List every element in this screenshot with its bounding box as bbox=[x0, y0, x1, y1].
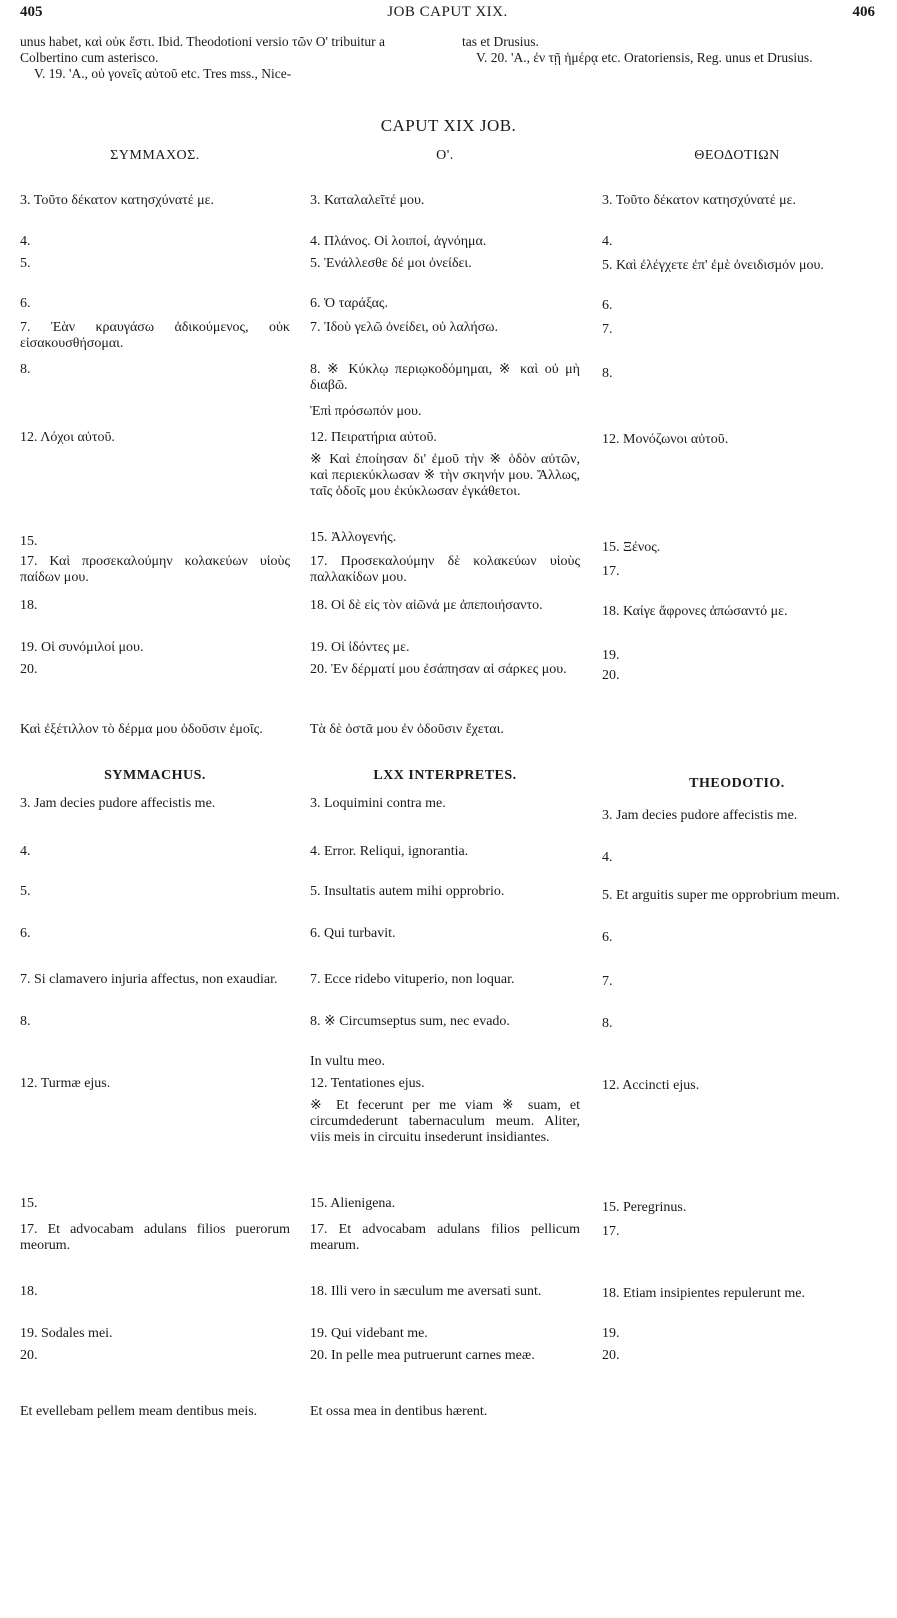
verse: 15. Ἀλλογενής. bbox=[310, 530, 397, 545]
verse: 15. Ξένος. bbox=[602, 540, 661, 555]
verse: 20. bbox=[20, 662, 38, 677]
verse: 6. bbox=[602, 930, 613, 945]
verse: 7. Ecce ridebo vituperio, non loquar. bbox=[310, 972, 515, 987]
verse: 7. bbox=[602, 322, 613, 337]
page-number-left: 405 bbox=[20, 4, 43, 20]
header-lxx-greek: Ο'. bbox=[436, 148, 454, 163]
verse: 8. ※ Circumseptus sum, nec evado. bbox=[310, 1014, 510, 1029]
footnotes-left bbox=[20, 34, 440, 82]
verse: 17. Προσεκαλούμην δὲ κολακεύων υἱοὺς παλλακίδων μου. bbox=[310, 554, 580, 585]
verse: 15. Alienigena. bbox=[310, 1196, 396, 1211]
footnotes-right bbox=[462, 34, 882, 66]
header-symmachus-latin: SYMMACHUS. bbox=[104, 768, 206, 783]
verse: 19. Qui videbant me. bbox=[310, 1326, 428, 1341]
verse: 17. bbox=[602, 1224, 620, 1239]
verse: 17. bbox=[602, 564, 620, 579]
verse: 5. Ἐνάλλεσθε δέ μοι ὀνείδει. bbox=[310, 256, 472, 271]
verse: 8. bbox=[602, 366, 613, 381]
page-number-right: 406 bbox=[852, 4, 875, 20]
verse: In vultu meo. bbox=[310, 1054, 386, 1069]
verse: 18. Etiam insipientes repulerunt me. bbox=[602, 1286, 805, 1301]
running-title: JOB CAPUT XIX. bbox=[387, 4, 508, 20]
verse: 19. bbox=[602, 648, 620, 663]
verse: 6. Ὁ ταράξας. bbox=[310, 296, 388, 311]
note: V. 20. 'Α., ἐν τῇ ἡμέρᾳ etc. Oratoriensis, Reg. unus et Drusius. bbox=[476, 50, 813, 65]
verse: 5. Insultatis autem mihi opprobrio. bbox=[310, 884, 505, 899]
verse: Ἐπὶ πρόσωπόν μου. bbox=[310, 404, 422, 419]
verse: 20. In pelle mea putruerunt carnes meæ. bbox=[310, 1348, 535, 1363]
verse: 15. Peregrinus. bbox=[602, 1200, 687, 1215]
verse: 12. Accincti ejus. bbox=[602, 1078, 700, 1093]
verse: Τὰ δὲ ὀστᾶ μου ἐν ὀδοῦσιν ἔχεται. bbox=[310, 722, 504, 737]
verse: 15. bbox=[20, 534, 38, 549]
verse: 7. Si clamavero injuria affectus, non exaudiar. bbox=[20, 972, 278, 987]
verse: 5. bbox=[20, 884, 31, 899]
note: V. 19. 'Α., οὐ γονεῖς αὐτοῦ etc. Tres mss., Nice- bbox=[34, 66, 292, 81]
header-lxx-latin: LXX INTERPRETES. bbox=[373, 768, 517, 783]
verse: 7. Ἰδοὺ γελῶ ὀνείδει, οὐ λαλήσω. bbox=[310, 320, 498, 335]
note: unus habet, καὶ οὐκ ἔστι. Ibid. Theodotioni versio τῶν Ο' tribuitur a Colbertino cum asterisco. bbox=[20, 34, 385, 65]
verse: 3. Loquimini contra me. bbox=[310, 796, 446, 811]
chapter-heading: CAPUT XIX JOB. bbox=[380, 116, 517, 135]
verse: 19. Sodales mei. bbox=[20, 1326, 113, 1341]
verse: 17. Et advocabam adulans filios pellicum mearum. bbox=[310, 1222, 580, 1253]
header-symmachus-greek: ΣΥΜΜΑΧΟΣ. bbox=[110, 148, 200, 163]
verse: 12. Tentationes ejus. bbox=[310, 1076, 425, 1091]
verse: 4. Error. Reliqui, ignorantia. bbox=[310, 844, 469, 859]
verse: 3. Τοῦτο δέκατον κατησχύνατέ με. bbox=[602, 193, 797, 208]
verse: 18. bbox=[20, 598, 38, 613]
verse: 6. Qui turbavit. bbox=[310, 926, 396, 941]
verse: 3. Τοῦτο δέκατον κατησχύνατέ με. bbox=[20, 193, 215, 208]
header-theodotio-latin: THEODOTIO. bbox=[689, 776, 785, 791]
verse: 5. bbox=[20, 256, 31, 271]
verse: 19. Οἱ συνόμιλοί μου. bbox=[20, 640, 144, 655]
verse: 3. Καταλαλεῖτέ μου. bbox=[310, 193, 425, 208]
verse: 8. bbox=[20, 362, 31, 377]
verse: 12. Μονόζωνοι αὐτοῦ. bbox=[602, 432, 729, 447]
verse: ※ Καὶ ἐποίησαν δι' ἐμοῦ τὴν ※ ὁδὸν αὐτῶν, καὶ περιεκύκλωσαν ※ τὴν σκηνήν μου. Ἄλλως, ταῖς ὁδοῖς μου ἐκύκλωσαν ἐγκάθετοι. bbox=[310, 452, 580, 499]
running-head bbox=[20, 4, 875, 28]
verse: 6. bbox=[20, 296, 31, 311]
verse: 4. bbox=[20, 234, 31, 249]
verse: 15. bbox=[20, 1196, 38, 1211]
verse: 18. Illi vero in sæculum me aversati sunt. bbox=[310, 1284, 542, 1299]
verse: 20. bbox=[602, 1348, 620, 1363]
verse: 12. Turmæ ejus. bbox=[20, 1076, 111, 1091]
verse: 6. bbox=[20, 926, 31, 941]
verse: 7. Ἐὰν κραυγάσω ἀδικούμενος, οὐκ εἰσακουσθήσομαι. bbox=[20, 320, 290, 351]
verse: 19. bbox=[602, 1326, 620, 1341]
verse: Et evellebam pellem meam dentibus meis. bbox=[20, 1404, 258, 1419]
verse: 17. Et advocabam adulans filios puerorum meorum. bbox=[20, 1222, 290, 1253]
verse: 17. Καὶ προσεκαλούμην κολακεύων υἱοὺς παίδων μου. bbox=[20, 554, 290, 585]
verse: 5. Et arguitis super me opprobrium meum. bbox=[602, 888, 840, 903]
verse: 5. Καὶ ἐλέγχετε ἐπ' ἐμὲ ὀνειδισμόν μου. bbox=[602, 258, 824, 273]
verse: 8. bbox=[602, 1016, 613, 1031]
verse: 3. Jam decies pudore affecistis me. bbox=[602, 808, 798, 823]
verse: 3. Jam decies pudore affecistis me. bbox=[20, 796, 216, 811]
verse: 4. bbox=[602, 850, 613, 865]
verse: 8. bbox=[20, 1014, 31, 1029]
verse: 20. bbox=[602, 668, 620, 683]
verse: 4. Πλάνος. Οἱ λοιποί, ἀγνόημα. bbox=[310, 234, 487, 249]
header-theodotion-greek: ΘΕΟΔΟΤΙΩΝ bbox=[694, 148, 780, 163]
verse: 20. Ἐν δέρματί μου ἐσάπησαν αἱ σάρκες μου. bbox=[310, 662, 567, 677]
note: tas et Drusius. bbox=[462, 34, 539, 49]
verse: 19. Οἱ ἰδόντες με. bbox=[310, 640, 410, 655]
verse: Καὶ ἐξέτιλλον τὸ δέρμα μου ὀδοῦσιν ἐμοῖς. bbox=[20, 722, 263, 737]
verse: ※ Et fecerunt per me viam ※ suam, et circumdederunt tabernaculum meum. Aliter, viis meis in circuitu insederunt insidiantes. bbox=[310, 1098, 580, 1145]
verse: 20. bbox=[20, 1348, 38, 1363]
verse: 6. bbox=[602, 298, 613, 313]
verse: 7. bbox=[602, 974, 613, 989]
verse: 18. Οἱ δὲ εἰς τὸν αἰῶνά με ἀπεποιήσαντο. bbox=[310, 598, 543, 613]
verse: 8. ※ Κύκλῳ περιῳκοδόμημαι, ※ καὶ οὐ μὴ διαβῶ. bbox=[310, 362, 580, 393]
verse: 4. bbox=[20, 844, 31, 859]
verse: 18. Καίγε ἄφρονες ἀπώσαντό με. bbox=[602, 604, 788, 619]
verse: 18. bbox=[20, 1284, 38, 1299]
verse: 12. Λόχοι αὐτοῦ. bbox=[20, 430, 115, 445]
verse: Et ossa mea in dentibus hærent. bbox=[310, 1404, 488, 1419]
verse: 4. bbox=[602, 234, 613, 249]
verse: 12. Πειρατήρια αὐτοῦ. bbox=[310, 430, 437, 445]
